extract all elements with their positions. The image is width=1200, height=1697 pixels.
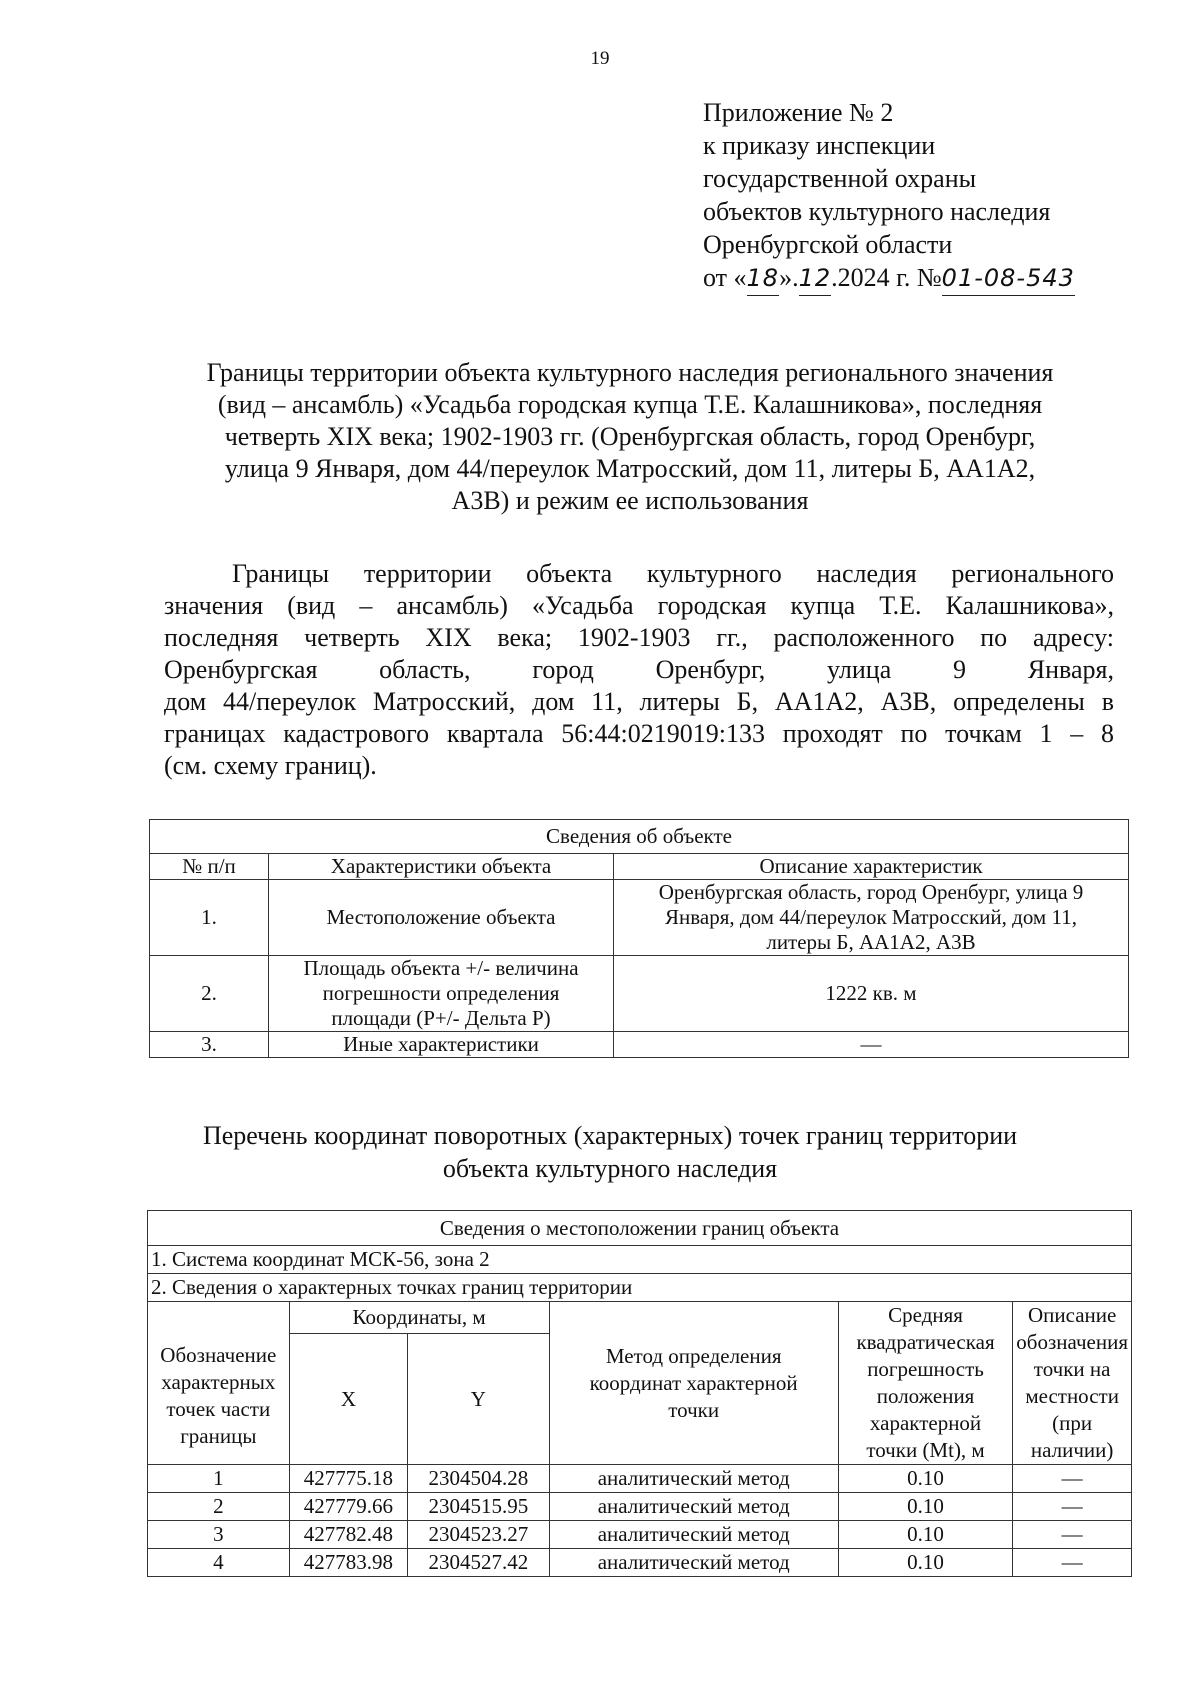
paragraph-line: дом 44/переулок Матросский, дом 11, литеры Б, АА1А2, А3В, определены в <box>164 687 1114 716</box>
row-number: 2. <box>150 956 269 1032</box>
header-cell: № п/п <box>150 854 269 880</box>
handwritten-month: 12 <box>799 262 832 296</box>
title-line: (вид – ансамбль) «Усадьба городская купца Т.Е. Калашникова», последняя <box>217 390 1043 419</box>
table-header-row <box>148 1302 1132 1334</box>
appendix-block <box>703 96 1075 296</box>
table-row <box>148 1465 1132 1493</box>
date-prefix: от « <box>703 263 747 292</box>
object-info-table <box>149 819 1129 1058</box>
point-number: 2 <box>148 1493 290 1521</box>
point-description: — <box>1013 1549 1132 1577</box>
appendix-line: Приложение № 2 <box>703 98 894 127</box>
table-row <box>150 956 1129 1032</box>
point-method: аналитический метод <box>549 1465 838 1493</box>
handwritten-order-number: 01-08-543 <box>942 262 1075 296</box>
table-row <box>150 1032 1129 1058</box>
section-title <box>120 1119 1100 1185</box>
row-description: — <box>614 1032 1129 1058</box>
paragraph-line: границах кадастрового квартала 56:44:0219019:133 проходят по точкам 1 – 8 <box>164 719 1114 748</box>
row-name: Иные характеристики <box>269 1032 614 1058</box>
header-cell: Описание характеристик <box>614 854 1129 880</box>
point-number: 4 <box>148 1549 290 1577</box>
table-row <box>148 1493 1132 1521</box>
paragraph-line: Границы территории объекта культурного наследия регионального <box>232 559 1114 588</box>
point-y: 2304515.95 <box>408 1493 549 1521</box>
point-x: 427775.18 <box>289 1465 408 1493</box>
point-error: 0.10 <box>838 1549 1012 1577</box>
paragraph-line: Оренбургская область, город Оренбург, улица 9 Января, <box>164 655 1114 684</box>
appendix-line: Оренбургской области <box>703 230 953 259</box>
section-title-line: объекта культурного наследия <box>442 1154 778 1183</box>
header-error: Средняя квадратическая погрешность положения характерной точки (Mt), м <box>838 1302 1012 1465</box>
paragraph-line: (см. схему границ). <box>164 751 377 780</box>
appendix-line: государственной охраны <box>703 164 977 193</box>
title-line: Границы территории объекта культурного наследия регионального значения <box>206 358 1054 387</box>
point-x: 427779.66 <box>289 1493 408 1521</box>
table-title: Сведения о местоположении границ объекта <box>148 1211 1132 1246</box>
point-x: 427782.48 <box>289 1521 408 1549</box>
page-number: 19 <box>590 48 610 69</box>
row-name: Местоположение объекта <box>269 880 614 956</box>
point-number: 3 <box>148 1521 290 1549</box>
point-error: 0.10 <box>838 1521 1012 1549</box>
table-title-row <box>148 1211 1132 1246</box>
point-method: аналитический метод <box>549 1521 838 1549</box>
row-description: 1222 кв. м <box>614 956 1129 1032</box>
row-number: 3. <box>150 1032 269 1058</box>
table-header-row <box>150 854 1129 880</box>
paragraph-line: последняя четверть XIX века; 1902-1903 гг., расположенного по адресу: <box>164 623 1114 652</box>
table-row <box>148 1549 1132 1577</box>
coordinate-system-row <box>148 1246 1132 1274</box>
table-title: Сведения об объекте <box>150 820 1129 854</box>
row-number: 1. <box>150 880 269 956</box>
point-y: 2304523.27 <box>408 1521 549 1549</box>
row-description: Оренбургская область, город Оренбург, улица 9 Января, дом 44/переулок Матросский, дом 11, литеры Б, АА1А2, А3В <box>614 880 1129 956</box>
date-year: .2024 г. № <box>831 263 942 292</box>
section-title-line: Перечень координат поворотных (характерных) точек границ территории <box>202 1121 1018 1150</box>
header-cell: Характеристики объекта <box>269 854 614 880</box>
points-info-row <box>148 1274 1132 1302</box>
point-number: 1 <box>148 1465 290 1493</box>
header-coordinates: Координаты, м <box>289 1302 549 1334</box>
header-designation: Обозначение характерных точек части границы <box>148 1302 290 1465</box>
table-row <box>150 880 1129 956</box>
document-title <box>150 357 1110 517</box>
points-info: 2. Сведения о характерных точках границ территории <box>148 1274 1132 1302</box>
header-description: Описание обозначения точки на местности (при наличии) <box>1013 1302 1132 1465</box>
point-x: 427783.98 <box>289 1549 408 1577</box>
body-paragraph <box>164 558 1114 782</box>
point-method: аналитический метод <box>549 1549 838 1577</box>
handwritten-day: 18 <box>747 262 780 296</box>
point-method: аналитический метод <box>549 1493 838 1521</box>
appendix-line: объектов культурного наследия <box>703 197 1051 226</box>
point-error: 0.10 <box>838 1465 1012 1493</box>
header-y: Y <box>408 1334 549 1465</box>
paragraph-line: значения (вид – ансамбль) «Усадьба городская купца Т.Е. Калашникова», <box>164 591 1114 620</box>
point-description: — <box>1013 1465 1132 1493</box>
coordinates-table <box>147 1210 1132 1577</box>
point-y: 2304504.28 <box>408 1465 549 1493</box>
title-line: А3В) и режим ее использования <box>451 486 809 515</box>
header-x: X <box>289 1334 408 1465</box>
point-error: 0.10 <box>838 1493 1012 1521</box>
date-mid: ». <box>779 263 799 292</box>
title-line: улица 9 Января, дом 44/переулок Матросский, дом 11, литеры Б, АА1А2, <box>224 454 1036 483</box>
row-name: Площадь объекта +/- величина погрешности определения площади (Р+/- Дельта Р) <box>269 956 614 1032</box>
point-description: — <box>1013 1493 1132 1521</box>
point-y: 2304527.42 <box>408 1549 549 1577</box>
point-description: — <box>1013 1521 1132 1549</box>
header-method: Метод определения координат характерной точки <box>549 1302 838 1465</box>
appendix-date-line <box>703 261 1075 296</box>
appendix-line: к приказу инспекции <box>703 131 936 160</box>
title-line: четверть XIX века; 1902-1903 гг. (Оренбургская область, город Оренбург, <box>224 422 1036 451</box>
table-title-row <box>150 820 1129 854</box>
table-row <box>148 1521 1132 1549</box>
coordinate-system: 1. Система координат МСК-56, зона 2 <box>148 1246 1132 1274</box>
